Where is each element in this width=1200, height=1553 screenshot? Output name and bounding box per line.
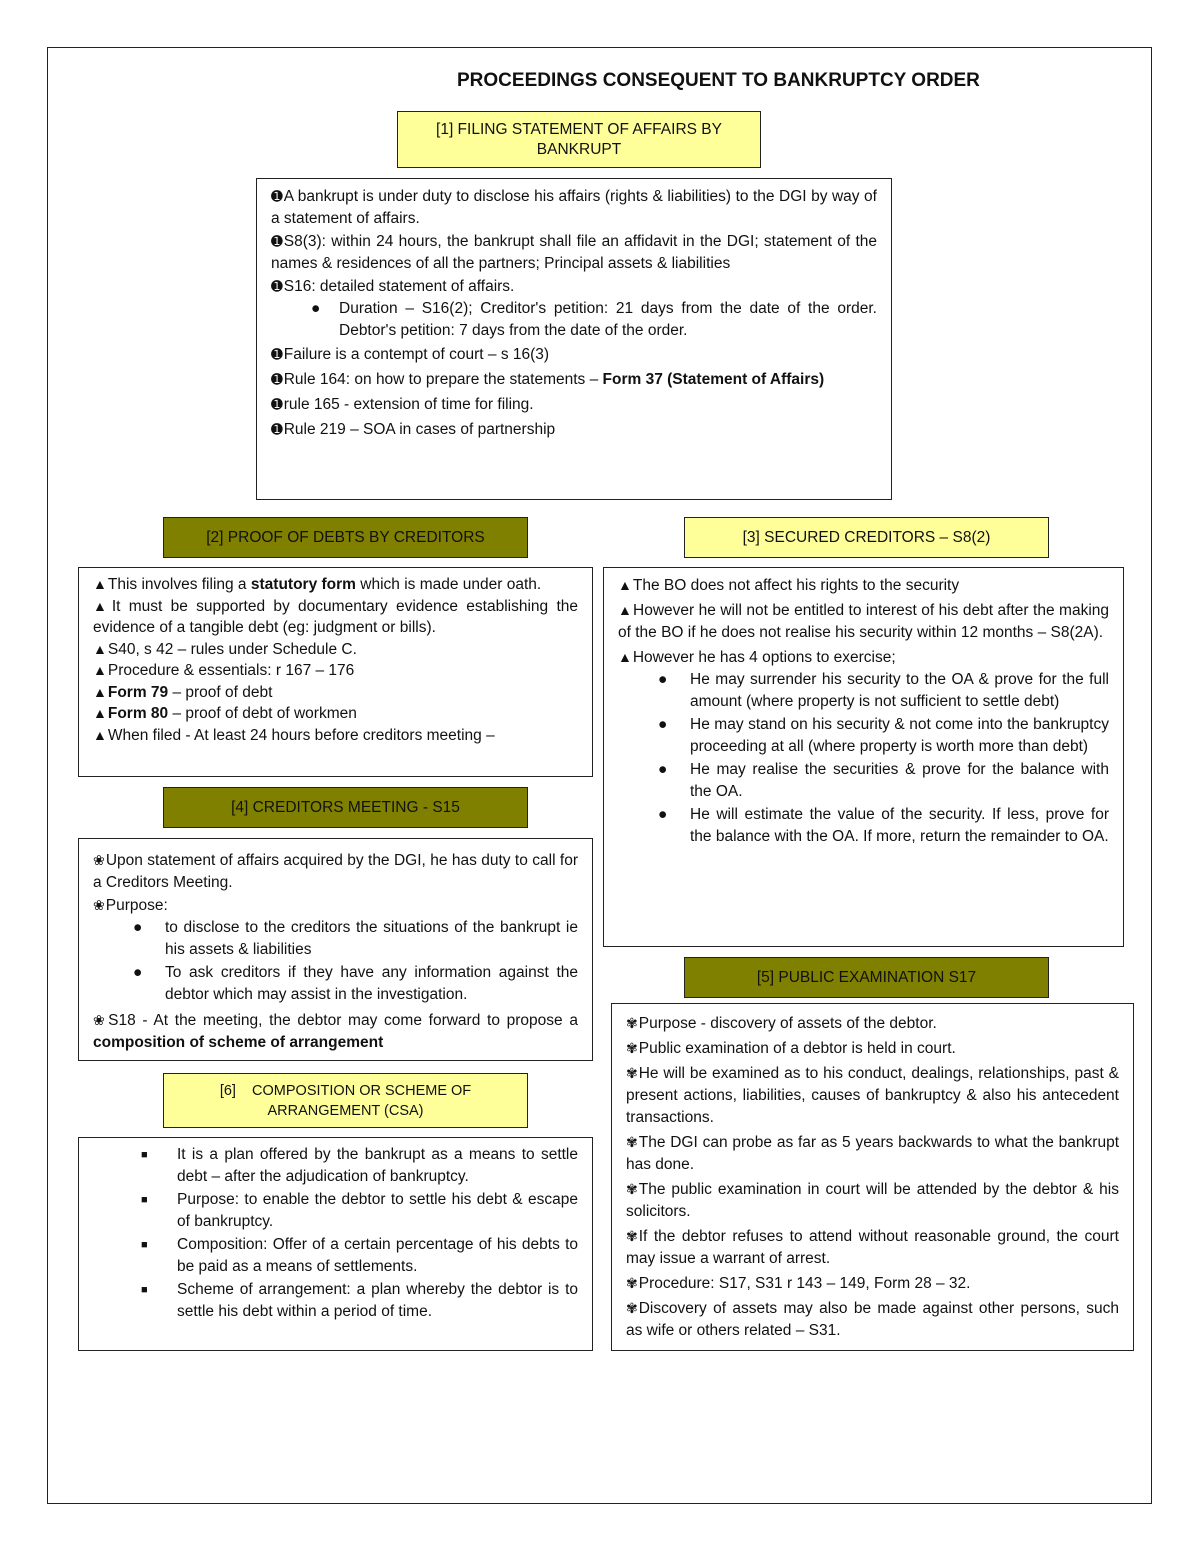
- square-bullet-icon: ■: [141, 1284, 148, 1296]
- triangle-bullet-icon: ▲: [93, 597, 111, 614]
- s2-item: ▲Form 80 – proof of debt of workmen: [93, 705, 357, 722]
- flower-bullet-icon: ✾: [626, 1275, 638, 1291]
- flower-bullet-icon: ❀: [93, 852, 105, 868]
- flower-bullet-icon: ❀: [93, 897, 105, 913]
- numbered-bullet-icon: ➊: [271, 233, 283, 249]
- bullet-dot-icon: ●: [133, 919, 143, 936]
- s2-item: ▲S40, s 42 – rules under Schedule C.: [93, 640, 357, 658]
- s5-item: ✾Procedure: S17, S31 r 143 – 149, Form 28 – 32.: [626, 1275, 971, 1292]
- numbered-bullet-icon: ➊: [271, 421, 283, 437]
- s5-item: ✾If the debtor refuses to attend without reasonable ground, the court may issue a warrant of arrest.: [626, 1228, 1119, 1267]
- triangle-bullet-icon: ▲: [93, 705, 107, 721]
- list-item: ■ It is a plan offered by the bankrupt as a means to settle debt – after the adjudication of bankruptcy.: [141, 1146, 578, 1185]
- section-2-header: [2] PROOF OF DEBTS BY CREDITORS: [163, 517, 528, 558]
- s1-item: ➊rule 165 - extension of time for filing.: [271, 396, 534, 413]
- s1-item: ➊A bankrupt is under duty to disclose his affairs (rights & liabilities) to the DGI by way of a statement of affairs.: [271, 188, 877, 227]
- s4-item: ❀S18 - At the meeting, the debtor may come forward to propose a composition of scheme of arrangement: [93, 1012, 578, 1051]
- triangle-bullet-icon: ▲: [93, 726, 107, 743]
- list-item: ● He will estimate the value of the security. If less, prove for the balance with the OA. If more, return the remainder to OA.: [658, 806, 1109, 845]
- s5-item: ✾The public examination in court will be attended by the debtor & his solicitors.: [626, 1181, 1119, 1220]
- s1-item: ➊S8(3): within 24 hours, the bankrupt shall file an affidavit in the DGI; statement of the names & residences of all the partners; Principal assets & liabilities: [271, 233, 877, 272]
- flower-bullet-icon: ✾: [626, 1228, 638, 1244]
- section-1-header: [1] FILING STATEMENT OF AFFAIRS BY BANKRUPT: [397, 111, 761, 168]
- list-item: ■ Purpose: to enable the debtor to settle his debt & escape of bankruptcy.: [141, 1191, 578, 1230]
- section-5-box: [611, 1003, 1134, 1351]
- s2-item: ▲When filed - At least 24 hours before creditors meeting –: [93, 726, 495, 744]
- triangle-bullet-icon: ▲: [93, 662, 107, 678]
- s5-item: ✾He will be examined as to his conduct, dealings, relationships, past & present actions, liabilities, causes of bankruptcy & also his antecedent transactions.: [626, 1065, 1119, 1126]
- s1-item: ➊Rule 164: on how to prepare the statements – Form 37 (Statement of Affairs): [271, 371, 825, 388]
- s2-item: ▲This involves filing a statutory form which is made under oath.: [93, 576, 542, 593]
- s3-options-list: [618, 669, 1109, 848]
- section-2-box: [78, 567, 593, 777]
- flower-bullet-icon: ✾: [626, 1065, 638, 1081]
- triangle-bullet-icon: ▲: [618, 649, 632, 665]
- section-4-header: [4] CREDITORS MEETING - S15: [163, 787, 528, 828]
- bullet-dot-icon: ●: [133, 964, 143, 981]
- numbered-bullet-icon: ➊: [271, 396, 283, 412]
- numbered-bullet-icon: ➊: [271, 278, 283, 294]
- bullet-dot-icon: ●: [658, 761, 668, 778]
- s5-item: ✾Public examination of a debtor is held in court.: [626, 1040, 956, 1057]
- s1-item: ➊S16: detailed statement of affairs.: [271, 278, 515, 295]
- section-3-box: [603, 567, 1124, 947]
- list-item: ● to disclose to the creditors the situations of the bankrupt ie his assets & liabilities: [133, 919, 578, 958]
- list-item: ● Duration – S16(2); Creditor's petition: 21 days from the date of the order. Debtor's petition: 7 days from the date of the order.: [311, 300, 877, 339]
- s1-sublist: [271, 298, 877, 342]
- flower-bullet-icon: ✾: [626, 1040, 638, 1056]
- numbered-bullet-icon: ➊: [271, 346, 283, 362]
- section-4-box: [78, 838, 593, 1061]
- square-bullet-icon: ■: [141, 1239, 148, 1251]
- triangle-bullet-icon: ▲: [93, 640, 107, 657]
- s3-item: ▲The BO does not affect his rights to the security: [618, 577, 960, 594]
- list-item: ● He may surrender his security to the OA & prove for the full amount (where property is not sufficient to settle debt): [658, 671, 1109, 710]
- s5-item: ✾Purpose - discovery of assets of the debtor.: [626, 1015, 937, 1032]
- list-item: ● He may stand on his security & not come into the bankruptcy proceeding at all (where property is worth more than debt): [658, 716, 1109, 755]
- triangle-bullet-icon: ▲: [93, 683, 107, 700]
- s2-item: ▲Procedure & essentials: r 167 – 176: [93, 662, 355, 679]
- section-6-box: [78, 1137, 593, 1351]
- flower-bullet-icon: ❀: [93, 1012, 108, 1028]
- flower-bullet-icon: ✾: [626, 1015, 638, 1031]
- s4-item: ❀Purpose:: [93, 897, 168, 914]
- section-5-header: [5] PUBLIC EXAMINATION S17: [684, 957, 1049, 998]
- square-bullet-icon: ■: [141, 1194, 148, 1206]
- list-item: ■ Scheme of arrangement: a plan whereby the debtor is to settle his debt within a period of time.: [141, 1281, 578, 1320]
- list-item: ■ Composition: Offer of a certain percentage of his debts to be paid as a means of settlements.: [141, 1236, 578, 1275]
- s5-item: ✾Discovery of assets may also be made against other persons, such as wife or others related – S31.: [626, 1300, 1119, 1339]
- bullet-dot-icon: ●: [311, 300, 321, 317]
- s6-list: [93, 1144, 578, 1323]
- s2-item: ▲Form 79 – proof of debt: [93, 683, 273, 701]
- triangle-bullet-icon: ▲: [618, 577, 632, 593]
- s3-item: ▲However he has 4 options to exercise;: [618, 649, 896, 666]
- s4-item: ❀Upon statement of affairs acquired by the DGI, he has duty to call for a Creditors Meeting.: [93, 852, 578, 891]
- list-item: ● To ask creditors if they have any information against the debtor which may assist in the investigation.: [133, 964, 578, 1003]
- s5-item: ✾The DGI can probe as far as 5 years backwards to what the bankrupt has done.: [626, 1134, 1119, 1173]
- numbered-bullet-icon: ➊: [271, 188, 283, 204]
- bullet-dot-icon: ●: [658, 716, 668, 733]
- flower-bullet-icon: ✾: [626, 1181, 638, 1197]
- s2-item: ▲It must be supported by documentary evidence establishing the evidence of a tangible debt (eg: judgment or bills).: [93, 597, 578, 636]
- section-6-header: [6] COMPOSITION OR SCHEME OF ARRANGEMENT (CSA): [163, 1073, 528, 1128]
- flower-bullet-icon: ✾: [626, 1134, 638, 1150]
- square-bullet-icon: ■: [141, 1149, 148, 1161]
- triangle-bullet-icon: ▲: [93, 576, 107, 592]
- s4-purpose-list: [93, 917, 578, 1006]
- bullet-dot-icon: ●: [658, 671, 668, 688]
- triangle-bullet-icon: ▲: [618, 602, 633, 618]
- s1-item: ➊Rule 219 – SOA in cases of partnership: [271, 421, 556, 438]
- flower-bullet-icon: ✾: [626, 1300, 638, 1316]
- numbered-bullet-icon: ➊: [271, 371, 283, 387]
- s1-item: ➊Failure is a contempt of court – s 16(3): [271, 346, 550, 363]
- page-title: PROCEEDINGS CONSEQUENT TO BANKRUPTCY ORDER: [457, 70, 980, 91]
- section-3-header: [3] SECURED CREDITORS – S8(2): [684, 517, 1049, 558]
- s3-item: ▲However he will not be entitled to interest of his debt after the making of the BO if he does not realise his security within 12 months – S8(2A).: [618, 602, 1110, 641]
- list-item: ● He may realise the securities & prove for the balance with the OA.: [658, 761, 1109, 800]
- bullet-dot-icon: ●: [658, 806, 668, 823]
- section-1-box: [256, 178, 892, 500]
